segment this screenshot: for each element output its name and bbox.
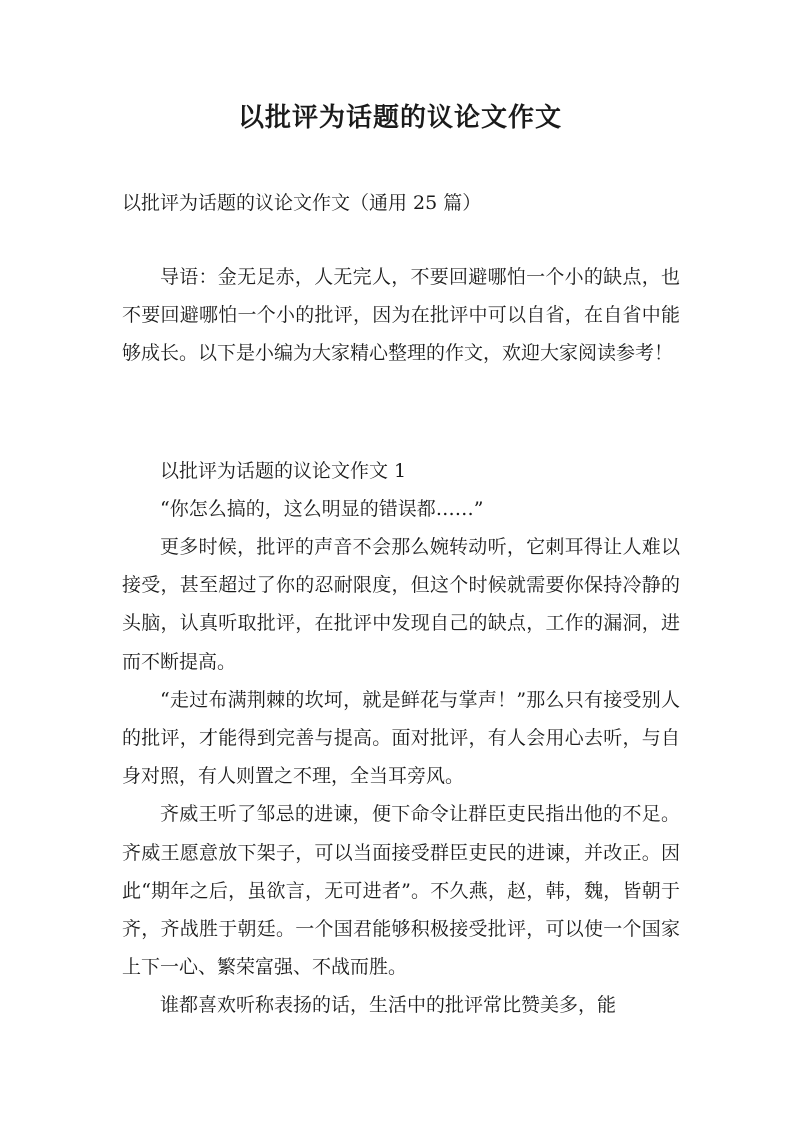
document-subtitle: 以批评为话题的议论文作文（通用 25 篇） [122,192,482,214]
intro-paragraph: 导语：金无足赤，人无完人，不要回避哪怕一个小的缺点，也不要回避哪怕一个小的批评，因为在批评中可以自省，在自省中能够成长。以下是小编为大家精心整理的作文，欢迎大家阅读参考！ [122,266,680,365]
essay-paragraph: 更多时候，批评的声音不会那么婉转动听，它刺耳得让人难以接受，甚至超过了你的忍耐限度，但这个时候就需要你保持冷静的头脑，认真听取批评，在批评中发现自己的缺点，工作的漏洞，进而不断提高。 [122,536,680,673]
document-title: 以批评为话题的议论文作文 [237,103,562,133]
quote-line: “你怎么搞的，这么明显的错误都……” [160,498,484,520]
essay-paragraph: “走过布满荆棘的坎坷，就是鲜花与掌声！”那么只有接受别人的批评，才能得到完善与提高。面对批评，有人会用心去听，与自身对照，有人则置之不理，全当耳旁风。 [122,688,680,788]
essay-body [122,528,680,1025]
section-title: 以批评为话题的议论文作文 1 [160,460,407,482]
essay-paragraph: 谁都喜欢听称表扬的话，生活中的批评常比赞美多，能 [160,994,617,1017]
essay-paragraph: 齐威王听了邹忌的进谏，便下命令让群臣吏民指出他的不足。齐威王愿意放下架子，可以当面接受群臣吏民的进谏，并改正。因此“期年之后，虽欲言，无可进者”。不久燕，赵，韩，魏，皆朝于齐，齐战胜于朝廷。一个国君能够积极接受批评，可以使一个国家上下一心、繁荣富强、不战而胜。 [122,803,680,979]
